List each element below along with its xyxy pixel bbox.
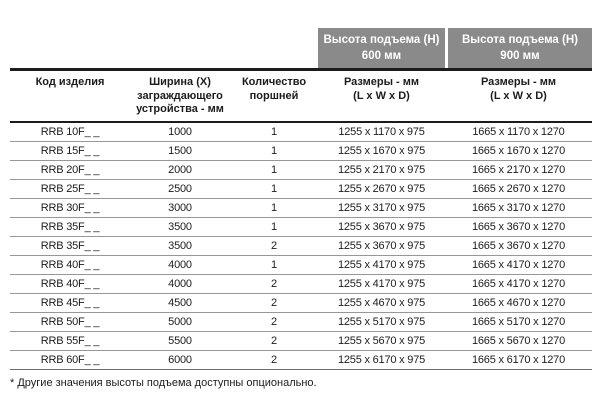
cell-dims-600: 1255 x 5670 x 975 <box>337 334 426 347</box>
cell-width: 6000 <box>168 353 192 366</box>
cell-product-code: RRB 35F_ _ <box>40 239 100 252</box>
cell-width: 4500 <box>168 296 192 309</box>
cell-dims-900: 1665 x 4170 x 1270 <box>471 258 566 271</box>
cell-product-code: RRB 15F_ _ <box>40 144 100 157</box>
cell-dims-900: 1665 x 6170 x 1270 <box>471 353 566 366</box>
cell-dims-600: 1255 x 4170 x 975 <box>337 277 426 290</box>
product-spec-table <box>10 28 592 370</box>
cell-dims-600: 1255 x 4670 x 975 <box>337 296 426 309</box>
cell-dims-600: 1255 x 3170 x 975 <box>337 201 426 214</box>
lift-height-600-value: 600 мм <box>361 50 402 62</box>
cell-product-code: RRB 40F_ _ <box>40 277 100 290</box>
cell-pistons: 1 <box>271 144 277 157</box>
cell-width: 4000 <box>168 277 192 290</box>
footnote: * Другие значения высоты подъема доступны опционально. <box>10 377 317 389</box>
table-row <box>10 180 592 199</box>
table-header-row <box>10 71 592 123</box>
table-row <box>10 142 592 161</box>
cell-pistons: 1 <box>271 163 277 176</box>
cell-width: 5000 <box>168 315 192 328</box>
cell-product-code: RRB 50F_ _ <box>40 315 100 328</box>
lift-height-600-header <box>318 28 445 68</box>
cell-dims-900: 1665 x 4670 x 1270 <box>471 296 566 309</box>
cell-width: 1500 <box>168 144 192 157</box>
cell-width: 2500 <box>168 182 192 195</box>
cell-pistons: 2 <box>271 353 277 366</box>
cell-dims-900: 1665 x 4170 x 1270 <box>471 277 566 290</box>
cell-product-code: RRB 20F_ _ <box>40 163 100 176</box>
cell-product-code: RRB 25F_ _ <box>40 182 100 195</box>
cell-dims-600: 1255 x 2170 x 975 <box>337 163 426 176</box>
table-row <box>10 237 592 256</box>
cell-product-code: RRB 55F_ _ <box>40 334 100 347</box>
lift-height-900-title: Высота подъема (H) <box>462 34 578 46</box>
table-row <box>10 351 592 370</box>
col-header-dims-900: Размеры - мм (L x W x D) <box>480 76 557 102</box>
lift-height-900-value: 900 мм <box>500 50 540 62</box>
cell-dims-600: 1255 x 3670 x 975 <box>337 239 426 252</box>
cell-dims-600: 1255 x 5170 x 975 <box>337 315 426 328</box>
cell-width: 3000 <box>168 201 192 214</box>
band-spacer <box>10 28 130 68</box>
cell-product-code: RRB 35F_ _ <box>40 220 100 233</box>
cell-dims-900: 1665 x 5670 x 1270 <box>471 334 566 347</box>
col-header-pistons: Количество поршней <box>241 76 307 102</box>
table-row <box>10 199 592 218</box>
table-body <box>10 123 592 370</box>
cell-width: 3500 <box>168 239 192 252</box>
cell-pistons: 1 <box>271 220 277 233</box>
cell-pistons: 1 <box>271 258 277 271</box>
cell-width: 5500 <box>168 334 192 347</box>
cell-pistons: 2 <box>271 315 277 328</box>
col-header-dims-600: Размеры - мм (L x W x D) <box>343 76 420 102</box>
table-row <box>10 218 592 237</box>
cell-width: 4000 <box>168 258 192 271</box>
cell-pistons: 1 <box>271 182 277 195</box>
col-header-width: Ширина (X) заграждающего устройства - мм <box>136 76 224 115</box>
band-spacer <box>130 28 230 68</box>
cell-width: 1000 <box>168 125 192 138</box>
cell-product-code: RRB 10F_ _ <box>40 125 100 138</box>
cell-pistons: 2 <box>271 296 277 309</box>
table-row <box>10 123 592 142</box>
cell-dims-600: 1255 x 1670 x 975 <box>337 144 426 157</box>
cell-pistons: 2 <box>271 239 277 252</box>
cell-pistons: 1 <box>271 125 277 138</box>
table-row <box>10 313 592 332</box>
lift-height-900-header <box>445 28 592 68</box>
cell-product-code: RRB 45F_ _ <box>40 296 100 309</box>
lift-height-band <box>10 28 592 71</box>
table-row <box>10 256 592 275</box>
cell-dims-900: 1665 x 2170 x 1270 <box>471 163 566 176</box>
cell-dims-900: 1665 x 3670 x 1270 <box>471 239 566 252</box>
cell-dims-900: 1665 x 2670 x 1270 <box>471 182 566 195</box>
col-header-product-code: Код изделия <box>35 76 105 88</box>
table-row <box>10 275 592 294</box>
cell-dims-600: 1255 x 2670 x 975 <box>337 182 426 195</box>
cell-dims-600: 1255 x 6170 x 975 <box>337 353 426 366</box>
table-row <box>10 332 592 351</box>
cell-dims-900: 1665 x 1670 x 1270 <box>471 144 566 157</box>
cell-width: 2000 <box>168 163 192 176</box>
cell-dims-900: 1665 x 1170 x 1270 <box>472 125 565 138</box>
cell-dims-900: 1665 x 5170 x 1270 <box>471 315 566 328</box>
table-row <box>10 294 592 313</box>
cell-dims-600: 1255 x 3670 x 975 <box>337 220 426 233</box>
cell-product-code: RRB 30F_ _ <box>40 201 100 214</box>
cell-pistons: 1 <box>271 201 277 214</box>
cell-pistons: 2 <box>271 334 277 347</box>
cell-dims-600: 1255 x 4170 x 975 <box>337 258 426 271</box>
cell-dims-900: 1665 x 3170 x 1270 <box>471 201 566 214</box>
cell-width: 3500 <box>168 220 192 233</box>
cell-dims-600: 1255 x 1170 x 975 <box>338 125 425 138</box>
cell-product-code: RRB 60F_ _ <box>40 353 100 366</box>
band-spacer <box>230 28 318 68</box>
cell-dims-900: 1665 x 3670 x 1270 <box>471 220 566 233</box>
table-row <box>10 161 592 180</box>
cell-pistons: 2 <box>271 277 277 290</box>
cell-product-code: RRB 40F_ _ <box>40 258 100 271</box>
lift-height-600-title: Высота подъема (H) <box>323 34 440 46</box>
